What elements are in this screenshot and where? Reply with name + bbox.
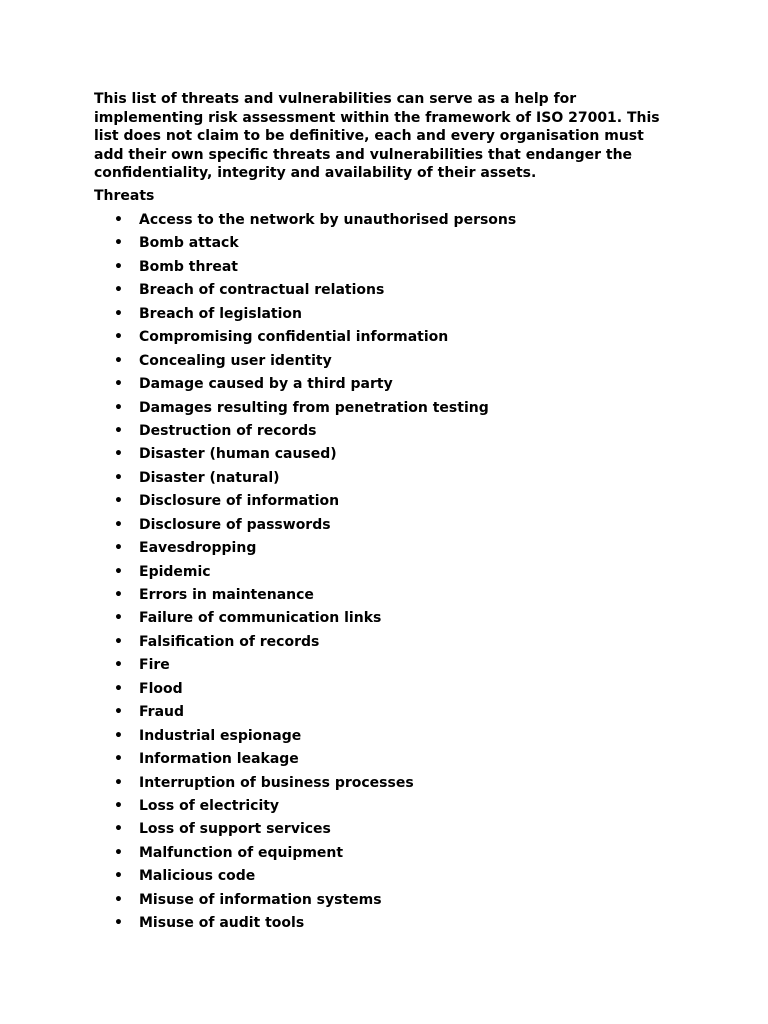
list-item	[0, 210, 768, 233]
bullet-icon: •	[114, 235, 123, 252]
list-item-text: Fire	[139, 657, 170, 674]
list-item	[0, 257, 768, 280]
list-item	[0, 515, 768, 538]
list-item-text: Misuse of information systems	[139, 891, 382, 908]
list-item	[0, 491, 768, 514]
bullet-icon: •	[114, 680, 123, 697]
bullet-icon: •	[114, 352, 123, 369]
list-item	[0, 702, 768, 725]
list-item-text: Failure of communication links	[139, 610, 382, 627]
bullet-icon: •	[114, 329, 123, 346]
bullet-icon: •	[114, 422, 123, 439]
bullet-icon: •	[114, 844, 123, 861]
list-item	[0, 233, 768, 256]
list-item-text: Disclosure of information	[139, 493, 340, 510]
list-item-text: Disclosure of passwords	[139, 516, 331, 533]
list-item-text: Misuse of audit tools	[139, 915, 305, 932]
list-item-text: Industrial espionage	[139, 727, 302, 744]
bullet-icon: •	[114, 633, 123, 650]
list-item-text: Destruction of records	[139, 422, 317, 439]
list-item-text: Concealing user identity	[139, 352, 332, 369]
list-item	[0, 632, 768, 655]
list-item	[0, 351, 768, 374]
threats-heading: Threats	[94, 188, 155, 204]
list-item-text: Bomb threat	[139, 258, 238, 275]
bullet-icon: •	[114, 493, 123, 510]
list-item	[0, 749, 768, 772]
bullet-icon: •	[114, 727, 123, 744]
list-item-text: Falsification of records	[139, 633, 320, 650]
intro-paragraph: This list of threats and vulnerabilities can serve as a help for implementing risk assessment within the framework of ISO 27001. This list does not claim to be definitive, each and every organisation must add their own specific threats and vulnerabilities that endanger the confidentiality, integrity and availability of their assets.	[94, 91, 660, 182]
bullet-icon: •	[114, 821, 123, 838]
list-item-text: Damage caused by a third party	[139, 376, 393, 393]
bullet-icon: •	[114, 563, 123, 580]
bullet-icon: •	[114, 751, 123, 768]
bullet-icon: •	[114, 282, 123, 299]
list-item-text: Disaster (human caused)	[139, 446, 337, 463]
bullet-icon: •	[114, 868, 123, 885]
list-item-text: Information leakage	[139, 751, 299, 768]
bullet-icon: •	[114, 516, 123, 533]
list-item-text: Bomb attack	[139, 235, 239, 252]
bullet-icon: •	[114, 540, 123, 557]
list-item-text: Compromising confidential information	[139, 329, 449, 346]
list-item-text: Malicious code	[139, 868, 256, 885]
list-item-text: Access to the network by unauthorised persons	[139, 212, 517, 228]
list-item	[0, 913, 768, 936]
list-item	[0, 327, 768, 350]
bullet-icon: •	[114, 891, 123, 908]
list-item	[0, 538, 768, 561]
bullet-icon: •	[114, 915, 123, 932]
list-item	[0, 468, 768, 491]
list-item-text: Epidemic	[139, 563, 211, 580]
list-item-text: Fraud	[139, 704, 185, 721]
list-item	[0, 585, 768, 608]
list-item	[0, 679, 768, 702]
bullet-icon: •	[114, 258, 123, 275]
list-item-text: Breach of contractual relations	[139, 282, 385, 299]
list-item	[0, 726, 768, 749]
list-item	[0, 866, 768, 889]
list-item	[0, 796, 768, 819]
list-item	[0, 608, 768, 631]
list-item	[0, 280, 768, 303]
bullet-icon: •	[114, 469, 123, 486]
list-item-text: Errors in maintenance	[139, 587, 314, 603]
bullet-icon: •	[114, 774, 123, 791]
list-item	[0, 374, 768, 397]
list-item	[0, 819, 768, 842]
bullet-icon: •	[114, 657, 123, 674]
list-item-text: Loss of support services	[139, 821, 331, 838]
list-item	[0, 843, 768, 866]
bullet-icon: •	[114, 305, 123, 322]
bullet-icon: •	[114, 704, 123, 721]
list-item-text: Breach of legislation	[139, 305, 303, 322]
list-item-text: Malfunction of equipment	[139, 844, 344, 861]
list-item	[0, 304, 768, 327]
list-item	[0, 398, 768, 421]
list-item	[0, 444, 768, 467]
bullet-icon: •	[114, 797, 123, 814]
list-item-text: Flood	[139, 680, 183, 697]
list-item	[0, 773, 768, 796]
list-item	[0, 421, 768, 444]
list-item-text: Eavesdropping	[139, 540, 257, 557]
bullet-icon: •	[114, 399, 123, 416]
threats-list	[0, 210, 768, 937]
bullet-icon: •	[114, 587, 123, 603]
bullet-icon: •	[114, 610, 123, 627]
list-item-text: Damages resulting from penetration testing	[139, 399, 489, 416]
list-item-text: Disaster (natural)	[139, 469, 280, 486]
list-item-text: Interruption of business processes	[139, 774, 414, 791]
bullet-icon: •	[114, 446, 123, 463]
bullet-icon: •	[114, 376, 123, 393]
list-item	[0, 890, 768, 913]
bullet-icon: •	[114, 212, 123, 228]
list-item-text: Loss of electricity	[139, 797, 280, 814]
list-item	[0, 562, 768, 585]
list-item	[0, 655, 768, 678]
